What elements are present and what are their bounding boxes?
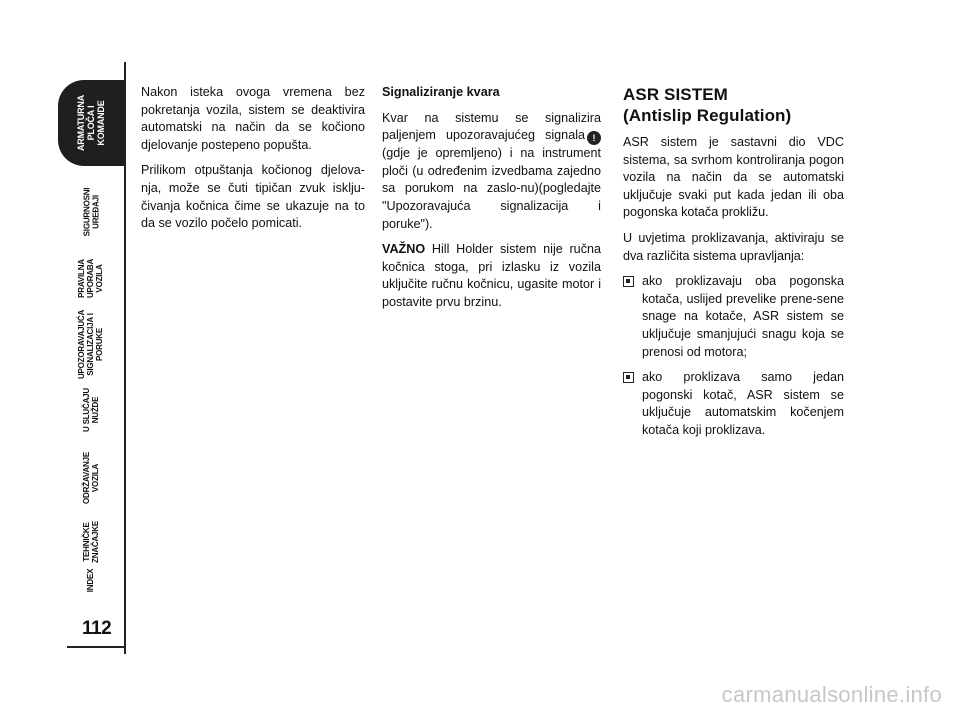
tab-label: TEHNIČKE ZNAČAJKE xyxy=(82,521,100,563)
paragraph: Nakon isteka ovoga vremena bez pokretanja vozila, sistem se deaktivira automatski na način da se kočiono djelovanje postepeno popušta. xyxy=(141,85,365,152)
tab-label: ODRŽAVANJE VOZILA xyxy=(82,452,100,504)
tab-label: SIGURNOSNI UREĐAJI xyxy=(82,187,100,237)
section-title-line: ASR SISTEM xyxy=(623,85,728,104)
tab-label: U SLUČAJU NUŽDE xyxy=(81,388,100,432)
tab-upozoravajuca-signalizacija[interactable] xyxy=(58,309,124,379)
section-title xyxy=(623,84,844,126)
paragraph-text: Kvar na sistemu se signalizira paljenjem upozoravajućeg signala xyxy=(382,110,601,143)
warning-lamp-icon: ! xyxy=(587,131,601,145)
text-column-2 xyxy=(382,84,601,320)
chapter-tab-nav xyxy=(58,62,128,654)
tab-label: PRAVILNA UPORABA VOZILA xyxy=(77,258,105,298)
text-column-3 xyxy=(623,84,844,448)
important-label: VAŽNO xyxy=(382,242,426,257)
bullet-text: ako proklizavaju oba pogonska kotača, uslijed prevelike prene-sene snage na kotače, ASR sistem se uključuje smanjujući snagu koja se prenosi od motora; xyxy=(642,274,844,359)
paragraph xyxy=(382,110,601,234)
tab-pravilna-uporaba[interactable] xyxy=(58,246,124,310)
section-subheading: Signaliziranje kvara xyxy=(382,85,500,99)
paragraph: Prilikom otpuštanja kočionog djelova-nja, može se čuti tipičan zvuk isklju-čivanja kočnica čime se ukazuje na to da se vozilo počelo pomicati. xyxy=(141,163,365,231)
tab-label: UPOZORAVAJUĆA SIGNALIZACIJA I PORUKE xyxy=(77,309,105,379)
bullet-item xyxy=(623,273,844,361)
paragraph: U uvjetima proklizavanja, aktiviraju se dva različita sistema upravljanja: xyxy=(623,230,844,263)
tab-sigurnosni-uredjaji[interactable] xyxy=(58,180,124,244)
tab-label: ARMATURNA PLOČA I KOMANDE xyxy=(76,94,106,152)
section-title-line: (Antislip Regulation) xyxy=(623,106,792,125)
paragraph xyxy=(382,241,601,311)
checkbox-bullet-icon xyxy=(623,276,634,287)
tab-index[interactable] xyxy=(58,548,124,612)
page-number-rule xyxy=(67,646,125,648)
tab-armaturna-ploca[interactable] xyxy=(58,80,124,166)
page-number: 112 xyxy=(82,618,112,639)
watermark: carmanualsonline.info xyxy=(721,682,942,707)
tab-label: INDEX xyxy=(86,568,96,592)
paragraph-text: Hill Holder sistem nije ručna kočnica stoga, pri izlasku iz vozila uključite ručnu kočnicu, ugasite motor i postavite prvu brzinu. xyxy=(382,242,601,309)
paragraph: ASR sistem je sastavni dio VDC sistema, sa svrhom kontroliranja pogon vozila na način da se automatski uključuje svaki put kada jedan ili oba pogonska kotača prokližu. xyxy=(623,135,844,220)
tab-edge-line xyxy=(124,62,126,654)
text-column-1 xyxy=(141,84,365,241)
bullet-text: ako proklizava samo jedan pogonski kotač, ASR sistem se uključuje automatskim kočenjem kotača koji proklizava. xyxy=(642,370,844,437)
checkbox-bullet-icon xyxy=(623,372,634,383)
tab-u-slucaju-nuzde[interactable] xyxy=(58,378,124,442)
bullet-item xyxy=(623,369,844,439)
paragraph-text: (gdje je opremljeno) i na instrument ploči (u određenim izvedbama zajedno sa porukom na zaslo-nu)(pogledajte "Upozoravajuća signalizacija i poruke"). xyxy=(382,146,601,231)
tab-odrzavanje-vozila[interactable] xyxy=(58,446,124,510)
